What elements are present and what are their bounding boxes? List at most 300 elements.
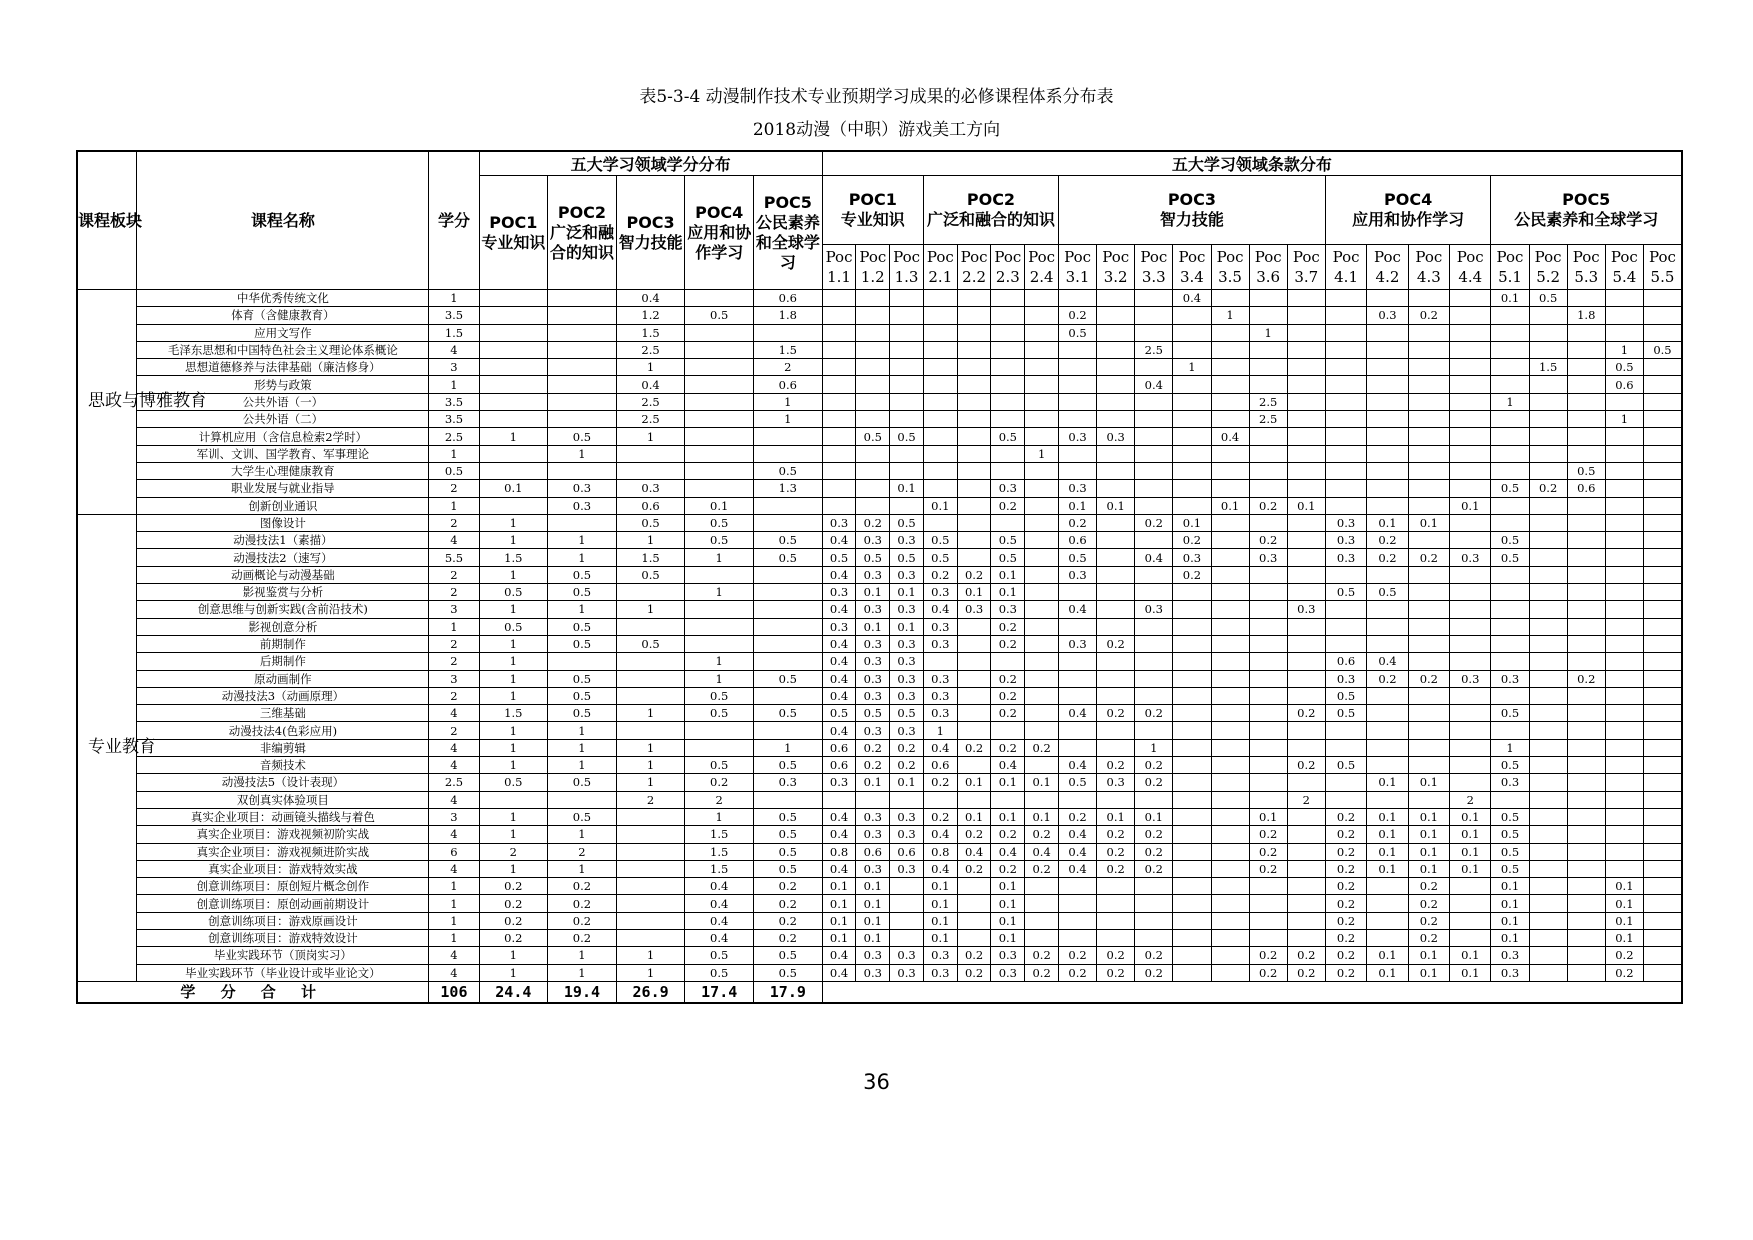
poc-credit-cell bbox=[616, 584, 685, 601]
poc-clause-cell bbox=[957, 653, 991, 670]
poc-clause-cell bbox=[1173, 341, 1211, 358]
poc-credit-cell: 0.5 bbox=[479, 584, 548, 601]
poc-clause-cell bbox=[957, 929, 991, 946]
poc-clause-cell bbox=[1097, 462, 1135, 479]
poc-clause-cell: 0.3 bbox=[856, 532, 890, 549]
poc-clause-cell bbox=[1097, 290, 1135, 307]
poc-clause-cell bbox=[1529, 393, 1567, 410]
poc-clause-cell bbox=[1450, 514, 1491, 531]
poc-clause-cell: 0.3 bbox=[1325, 670, 1366, 687]
table-row bbox=[77, 964, 1682, 981]
poc-clause-cell: 1.5 bbox=[1529, 359, 1567, 376]
poc-clause-cell: 0.3 bbox=[856, 670, 890, 687]
poc-credit-cell: 0.5 bbox=[685, 964, 754, 981]
poc-clause-cell bbox=[1643, 393, 1682, 410]
total-poc-credit: 19.4 bbox=[548, 981, 617, 1003]
poc-clause-cell: 0.1 bbox=[1025, 808, 1059, 825]
poc-clause-cell bbox=[1173, 843, 1211, 860]
poc-clause-cell bbox=[957, 307, 991, 324]
poc-clause-cell bbox=[991, 307, 1025, 324]
poc-clause-cell bbox=[1211, 411, 1249, 428]
poc-clause-cell: 0.1 bbox=[1408, 964, 1449, 981]
poc-clause-cell bbox=[1567, 722, 1605, 739]
poc-clause-cell: 0.3 bbox=[991, 480, 1025, 497]
poc-clause-cell: 0.4 bbox=[923, 601, 957, 618]
poc-clause-cell bbox=[1408, 411, 1449, 428]
poc-credit-cell: 1 bbox=[479, 635, 548, 652]
poc-clause-cell bbox=[1025, 393, 1059, 410]
poc-clause-cell: 0.1 bbox=[1491, 912, 1529, 929]
poc-credit-cell: 1 bbox=[685, 549, 754, 566]
poc-clause-cell: 0.2 bbox=[1367, 532, 1408, 549]
course-credit: 3 bbox=[429, 808, 479, 825]
poc-clause-cell bbox=[1173, 584, 1211, 601]
sub-col-prefix: Poc bbox=[1178, 248, 1206, 266]
poc-clause-cell bbox=[1025, 462, 1059, 479]
poc-clause-cell bbox=[1287, 514, 1325, 531]
poc-clause-cell bbox=[1529, 532, 1567, 549]
poc-clause-cell bbox=[1173, 411, 1211, 428]
poc-clause-cell: 0.3 bbox=[1367, 307, 1408, 324]
poc-clause-cell bbox=[890, 359, 924, 376]
poc-clause-cell bbox=[1211, 964, 1249, 981]
poc-clause-cell bbox=[1173, 964, 1211, 981]
sub-col-number: 2.2 bbox=[962, 268, 987, 286]
poc-credit-cell bbox=[685, 411, 754, 428]
poc-clause-cell bbox=[1325, 480, 1366, 497]
poc-credit-cell: 0.5 bbox=[548, 774, 617, 791]
poc-clause-cell bbox=[1491, 635, 1529, 652]
poc-clause-cell: 0.1 bbox=[1367, 860, 1408, 877]
poc-credit-cell: 0.2 bbox=[548, 912, 617, 929]
poc-clause-cell bbox=[1643, 739, 1682, 756]
poc-clause-cell bbox=[1211, 549, 1249, 566]
poc-clause-cell: 0.4 bbox=[822, 826, 856, 843]
poc-clause-cell: 0.6 bbox=[1567, 480, 1605, 497]
poc-credit-cell bbox=[479, 324, 548, 341]
poc-credit-cell bbox=[685, 341, 754, 358]
course-name: 创意思维与创新实践(含前沿技术) bbox=[137, 601, 429, 618]
poc-clause-cell: 0.1 bbox=[991, 566, 1025, 583]
poc-clause-cell bbox=[1450, 393, 1491, 410]
table-row bbox=[77, 635, 1682, 652]
header-sub-col bbox=[1173, 245, 1211, 290]
poc-clause-cell: 0.4 bbox=[822, 635, 856, 652]
poc-clause-cell: 0.1 bbox=[1408, 514, 1449, 531]
poc-clause-cell: 0.8 bbox=[822, 843, 856, 860]
poc-clause-cell: 0.3 bbox=[1491, 947, 1529, 964]
poc-credit-cell: 1 bbox=[479, 947, 548, 964]
poc-clause-cell bbox=[1173, 376, 1211, 393]
poc-clause-cell bbox=[1249, 480, 1287, 497]
poc-code: POC3 bbox=[1167, 190, 1217, 209]
poc-clause-cell bbox=[957, 393, 991, 410]
poc-clause-cell: 0.2 bbox=[1025, 964, 1059, 981]
poc-clause-cell bbox=[1567, 653, 1605, 670]
poc-clause-cell bbox=[1643, 324, 1682, 341]
poc-clause-cell bbox=[1325, 497, 1366, 514]
poc-clause-cell bbox=[1135, 393, 1173, 410]
course-name: 三维基础 bbox=[137, 705, 429, 722]
poc-clause-cell: 0.4 bbox=[1059, 843, 1097, 860]
poc-clause-cell: 0.4 bbox=[822, 653, 856, 670]
poc-clause-cell bbox=[1025, 411, 1059, 428]
poc-credit-cell: 0.5 bbox=[754, 947, 823, 964]
poc-clause-cell bbox=[1325, 791, 1366, 808]
poc-clause-cell bbox=[991, 376, 1025, 393]
poc-clause-cell bbox=[1287, 895, 1325, 912]
course-name: 非编剪辑 bbox=[137, 739, 429, 756]
header-poc-credit-1 bbox=[479, 176, 548, 290]
header-sub-col bbox=[991, 245, 1025, 290]
poc-credit-cell bbox=[754, 514, 823, 531]
poc-clause-cell: 1 bbox=[1491, 739, 1529, 756]
poc-clause-cell bbox=[822, 791, 856, 808]
poc-clause-cell: 0.2 bbox=[957, 860, 991, 877]
poc-clause-cell: 0.3 bbox=[822, 584, 856, 601]
poc-clause-cell bbox=[1059, 653, 1097, 670]
poc-clause-cell bbox=[1059, 341, 1097, 358]
poc-clause-cell bbox=[1605, 324, 1643, 341]
poc-clause-cell bbox=[1408, 393, 1449, 410]
poc-clause-cell bbox=[1529, 964, 1567, 981]
course-credit: 5.5 bbox=[429, 549, 479, 566]
poc-clause-cell: 0.2 bbox=[856, 514, 890, 531]
poc-clause-cell bbox=[856, 290, 890, 307]
poc-clause-cell bbox=[957, 722, 991, 739]
poc-clause-cell: 1 bbox=[1211, 307, 1249, 324]
poc-clause-cell bbox=[957, 618, 991, 635]
poc-clause-cell bbox=[1605, 428, 1643, 445]
poc-clause-cell: 0.3 bbox=[856, 947, 890, 964]
poc-credit-cell bbox=[479, 341, 548, 358]
poc-code: POC2 bbox=[557, 202, 607, 222]
poc-clause-cell bbox=[1211, 670, 1249, 687]
poc-clause-cell bbox=[890, 341, 924, 358]
poc-clause-cell bbox=[1491, 601, 1529, 618]
poc-credit-cell bbox=[754, 428, 823, 445]
poc-clause-cell bbox=[1025, 635, 1059, 652]
poc-clause-cell bbox=[1287, 549, 1325, 566]
poc-credit-cell: 2 bbox=[754, 359, 823, 376]
table-row bbox=[77, 290, 1682, 307]
poc-clause-cell bbox=[1643, 445, 1682, 462]
poc-credit-cell: 0.4 bbox=[685, 878, 754, 895]
poc-clause-cell: 0.2 bbox=[1325, 912, 1366, 929]
poc-clause-cell bbox=[1097, 687, 1135, 704]
poc-clause-cell: 0.3 bbox=[1097, 774, 1135, 791]
poc-clause-cell: 0.2 bbox=[1249, 947, 1287, 964]
poc-clause-cell: 0.2 bbox=[957, 826, 991, 843]
total-poc-credit: 17.9 bbox=[754, 981, 823, 1003]
poc-credit-cell: 1 bbox=[548, 860, 617, 877]
sub-col-prefix: Poc bbox=[1415, 248, 1443, 266]
poc-clause-cell: 0.1 bbox=[856, 584, 890, 601]
poc-clause-cell bbox=[1249, 601, 1287, 618]
poc-clause-cell: 0.2 bbox=[1249, 843, 1287, 860]
table-row bbox=[77, 757, 1682, 774]
poc-clause-cell bbox=[1605, 739, 1643, 756]
poc-clause-cell: 0.3 bbox=[890, 687, 924, 704]
poc-clause-cell bbox=[1643, 411, 1682, 428]
poc-clause-cell: 0.4 bbox=[822, 687, 856, 704]
poc-clause-cell: 0.2 bbox=[1408, 549, 1449, 566]
poc-clause-cell bbox=[1135, 411, 1173, 428]
poc-clause-cell: 0.2 bbox=[957, 566, 991, 583]
header-sub-col bbox=[1325, 245, 1366, 290]
poc-credit-cell bbox=[616, 618, 685, 635]
poc-clause-cell: 0.3 bbox=[923, 670, 957, 687]
table-row bbox=[77, 722, 1682, 739]
poc-clause-cell bbox=[1325, 428, 1366, 445]
poc-clause-cell bbox=[1529, 912, 1567, 929]
course-credit: 2.5 bbox=[429, 774, 479, 791]
poc-clause-cell: 0.4 bbox=[822, 532, 856, 549]
poc-clause-cell bbox=[1567, 618, 1605, 635]
poc-clause-cell: 0.2 bbox=[991, 670, 1025, 687]
poc-clause-cell: 0.4 bbox=[1059, 601, 1097, 618]
poc-clause-cell: 0.5 bbox=[1491, 532, 1529, 549]
poc-clause-cell bbox=[1025, 341, 1059, 358]
poc-clause-cell bbox=[1450, 307, 1491, 324]
poc-clause-cell: 0.2 bbox=[1025, 947, 1059, 964]
poc-clause-cell: 0.1 bbox=[1450, 497, 1491, 514]
poc-credit-cell: 1 bbox=[548, 964, 617, 981]
poc-clause-cell bbox=[1450, 324, 1491, 341]
poc-clause-cell bbox=[1097, 445, 1135, 462]
poc-clause-cell: 0.3 bbox=[890, 826, 924, 843]
poc-clause-cell bbox=[991, 324, 1025, 341]
poc-clause-cell bbox=[1249, 705, 1287, 722]
sub-col-number: 2.4 bbox=[1029, 268, 1054, 286]
poc-clause-cell bbox=[1567, 376, 1605, 393]
poc-credit-cell: 1 bbox=[548, 549, 617, 566]
poc-clause-cell bbox=[1211, 359, 1249, 376]
header-poc-credit-3 bbox=[616, 176, 685, 290]
header-sub-col bbox=[890, 245, 924, 290]
poc-clause-cell: 0.5 bbox=[1059, 774, 1097, 791]
poc-clause-cell: 0.3 bbox=[1097, 428, 1135, 445]
poc-clause-cell bbox=[1605, 843, 1643, 860]
poc-clause-cell bbox=[1135, 445, 1173, 462]
total-poc-credit: 17.4 bbox=[685, 981, 754, 1003]
poc-clause-cell bbox=[1287, 912, 1325, 929]
poc-credit-cell bbox=[616, 929, 685, 946]
course-name: 毕业实践环节（毕业设计或毕业论文） bbox=[137, 964, 429, 981]
poc-clause-cell bbox=[1605, 532, 1643, 549]
poc-credit-cell: 2 bbox=[685, 791, 754, 808]
poc-clause-cell: 0.1 bbox=[957, 808, 991, 825]
poc-clause-cell: 0.1 bbox=[1367, 774, 1408, 791]
poc-credit-cell: 0.5 bbox=[754, 826, 823, 843]
poc-clause-cell bbox=[957, 324, 991, 341]
poc-clause-cell bbox=[890, 411, 924, 428]
poc-clause-cell bbox=[1097, 411, 1135, 428]
poc-clause-cell bbox=[1605, 722, 1643, 739]
poc-clause-cell bbox=[1450, 341, 1491, 358]
poc-clause-cell bbox=[1643, 635, 1682, 652]
poc-clause-cell: 0.2 bbox=[1325, 826, 1366, 843]
poc-clause-cell: 0.1 bbox=[822, 895, 856, 912]
poc-clause-cell bbox=[1491, 584, 1529, 601]
poc-clause-cell bbox=[1643, 462, 1682, 479]
poc-clause-cell bbox=[1325, 722, 1366, 739]
poc-credit-cell: 2.5 bbox=[616, 393, 685, 410]
poc-clause-cell bbox=[1529, 722, 1567, 739]
poc-clause-cell: 0.3 bbox=[856, 860, 890, 877]
poc-credit-cell: 0.5 bbox=[754, 532, 823, 549]
table-row bbox=[77, 393, 1682, 410]
poc-credit-cell: 1 bbox=[616, 739, 685, 756]
poc-clause-cell bbox=[1567, 774, 1605, 791]
poc-clause-cell bbox=[1325, 739, 1366, 756]
table-row bbox=[77, 947, 1682, 964]
poc-credit-cell: 1 bbox=[616, 601, 685, 618]
poc-clause-cell bbox=[1567, 584, 1605, 601]
poc-clause-cell: 0.2 bbox=[991, 618, 1025, 635]
poc-credit-cell bbox=[548, 462, 617, 479]
course-credit: 1 bbox=[429, 929, 479, 946]
poc-clause-cell bbox=[923, 653, 957, 670]
poc-credit-cell: 0.2 bbox=[754, 878, 823, 895]
poc-clause-cell bbox=[822, 393, 856, 410]
sub-col-prefix: Poc bbox=[960, 248, 988, 266]
poc-clause-cell bbox=[1287, 376, 1325, 393]
poc-clause-cell: 0.3 bbox=[1450, 549, 1491, 566]
course-name: 真实企业项目：动画镜头描线与着色 bbox=[137, 808, 429, 825]
poc-clause-cell bbox=[1567, 808, 1605, 825]
poc-clause-cell bbox=[1643, 497, 1682, 514]
poc-clause-cell bbox=[1211, 618, 1249, 635]
poc-clause-cell bbox=[1567, 411, 1605, 428]
poc-clause-cell bbox=[1367, 359, 1408, 376]
poc-clause-cell bbox=[1529, 462, 1567, 479]
poc-clause-cell: 0.1 bbox=[1491, 878, 1529, 895]
poc-clause-cell: 0.5 bbox=[856, 428, 890, 445]
poc-clause-cell bbox=[957, 445, 991, 462]
header-poc-credit-4 bbox=[685, 176, 754, 290]
header-sub-col bbox=[1605, 245, 1643, 290]
poc-clause-cell bbox=[1249, 895, 1287, 912]
course-credit: 1 bbox=[429, 895, 479, 912]
poc-clause-cell: 0.2 bbox=[1367, 670, 1408, 687]
poc-clause-cell bbox=[1367, 480, 1408, 497]
poc-code: POC3 bbox=[626, 212, 675, 232]
poc-clause-cell bbox=[1643, 566, 1682, 583]
poc-clause-cell: 0.4 bbox=[1135, 549, 1173, 566]
poc-clause-cell bbox=[1491, 359, 1529, 376]
poc-clause-cell bbox=[1249, 514, 1287, 531]
poc-clause-cell bbox=[957, 878, 991, 895]
poc-clause-cell bbox=[1491, 411, 1529, 428]
poc-clause-cell bbox=[1643, 290, 1682, 307]
poc-clause-cell bbox=[1211, 445, 1249, 462]
course-name: 毕业实践环节（顶岗实习） bbox=[137, 947, 429, 964]
course-credit: 1 bbox=[429, 376, 479, 393]
poc-clause-cell bbox=[1211, 878, 1249, 895]
poc-clause-cell: 0.4 bbox=[822, 964, 856, 981]
sub-col-number: 1.3 bbox=[894, 268, 919, 286]
poc-clause-cell: 0.1 bbox=[923, 912, 957, 929]
poc-label: 专业知识 bbox=[481, 232, 546, 252]
table-row bbox=[77, 808, 1682, 825]
poc-clause-cell: 0.2 bbox=[1249, 860, 1287, 877]
table-row bbox=[77, 618, 1682, 635]
poc-clause-cell: 0.4 bbox=[923, 860, 957, 877]
poc-clause-cell bbox=[1211, 947, 1249, 964]
sub-col-prefix: Poc bbox=[1332, 248, 1360, 266]
poc-clause-cell bbox=[1025, 549, 1059, 566]
poc-clause-cell bbox=[1450, 635, 1491, 652]
poc-clause-cell: 0.8 bbox=[923, 843, 957, 860]
course-name: 创意训练项目：原创短片概念创作 bbox=[137, 878, 429, 895]
poc-clause-cell: 0.5 bbox=[1529, 290, 1567, 307]
poc-clause-cell bbox=[1287, 635, 1325, 652]
poc-clause-cell: 0.3 bbox=[1249, 549, 1287, 566]
poc-credit-cell: 2.5 bbox=[616, 341, 685, 358]
poc-credit-cell bbox=[754, 566, 823, 583]
header-sub-col bbox=[1249, 245, 1287, 290]
poc-clause-cell bbox=[1367, 878, 1408, 895]
poc-clause-cell: 0.1 bbox=[1450, 964, 1491, 981]
poc-clause-cell bbox=[1529, 341, 1567, 358]
course-credit: 3 bbox=[429, 670, 479, 687]
poc-credit-cell: 0.5 bbox=[685, 514, 754, 531]
poc-clause-cell bbox=[1643, 791, 1682, 808]
header-sub-col bbox=[1567, 245, 1605, 290]
poc-clause-cell bbox=[1367, 722, 1408, 739]
poc-clause-cell bbox=[1249, 757, 1287, 774]
poc-credit-cell bbox=[754, 653, 823, 670]
sub-col-number: 3.5 bbox=[1218, 268, 1242, 286]
course-name: 动漫技法5（设计表现） bbox=[137, 774, 429, 791]
poc-clause-cell bbox=[991, 722, 1025, 739]
poc-clause-cell bbox=[1059, 462, 1097, 479]
poc-clause-cell bbox=[1643, 912, 1682, 929]
poc-clause-cell bbox=[1367, 566, 1408, 583]
header-credit-distribution: 五大学习领域学分分布 bbox=[479, 151, 822, 176]
poc-clause-cell bbox=[1211, 480, 1249, 497]
poc-clause-cell: 0.1 bbox=[991, 895, 1025, 912]
poc-clause-cell bbox=[1450, 739, 1491, 756]
poc-clause-cell bbox=[1025, 497, 1059, 514]
poc-clause-cell bbox=[1287, 290, 1325, 307]
poc-clause-cell bbox=[1605, 462, 1643, 479]
poc-clause-cell bbox=[1408, 497, 1449, 514]
poc-clause-cell bbox=[890, 445, 924, 462]
poc-clause-cell bbox=[1173, 445, 1211, 462]
poc-clause-cell bbox=[1173, 307, 1211, 324]
poc-clause-cell: 0.3 bbox=[923, 618, 957, 635]
poc-clause-cell: 0.3 bbox=[1450, 670, 1491, 687]
poc-clause-cell bbox=[1529, 411, 1567, 428]
poc-clause-cell bbox=[1287, 687, 1325, 704]
poc-clause-cell bbox=[1135, 290, 1173, 307]
poc-clause-cell: 0.5 bbox=[890, 428, 924, 445]
poc-clause-cell: 0.1 bbox=[1408, 843, 1449, 860]
poc-clause-cell: 0.2 bbox=[1249, 826, 1287, 843]
poc-clause-cell: 0.1 bbox=[1059, 497, 1097, 514]
poc-clause-cell bbox=[1097, 791, 1135, 808]
poc-clause-cell bbox=[1059, 878, 1097, 895]
header-block: 课程板块 bbox=[77, 151, 137, 290]
poc-clause-cell bbox=[1211, 774, 1249, 791]
poc-clause-cell bbox=[1605, 480, 1643, 497]
poc-clause-cell bbox=[1025, 618, 1059, 635]
poc-clause-cell bbox=[1529, 774, 1567, 791]
poc-credit-cell bbox=[479, 497, 548, 514]
poc-clause-cell: 0.6 bbox=[822, 757, 856, 774]
